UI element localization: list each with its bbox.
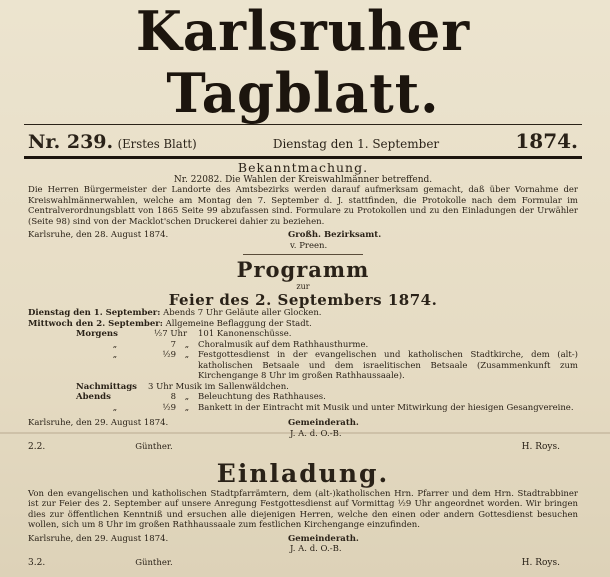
programm-a1-quote: „: [184, 392, 190, 402]
bekanntmachung-signer: v. Preen.: [290, 240, 328, 251]
issue-rule: [24, 156, 582, 159]
programm-abends-label: Abends: [76, 392, 111, 402]
masthead-title: Karlsruher Tagblatt.: [135, 0, 471, 125]
einladung-signer: Günther.: [135, 557, 173, 568]
programm-day1-text: Abends 7 Uhr Geläute aller Glocken.: [163, 308, 322, 318]
einladung-authority: Gemeinderath.: [288, 533, 359, 544]
programm-a2-text: Bankett in der Eintracht mit Musik und unter Mitwirkung der hiesigen Gesangvereine.: [198, 402, 574, 413]
bekanntmachung-subject: Nr. 22082. Die Wahlen der Kreiswahlmänner betreffend.: [173, 174, 433, 185]
bekanntmachung-body: Die Herren Bürgermeister der Landorte des Amtsbezirks werden darauf aufmerksam gemacht, daß über Vornahme der Kreiswahlmännerwahlen, welche am Montag den 7. September d. J. stattfinden, die Protokolle nach dem Formular im Centralverordnungsblatt von 1865 Seite 99 abzufassen sind. Formulare zu Protokollen und zu den Einladungen der Urwähler (Seite 98) sind von der Macklot'schen Druckerei dahier zu beziehen.: [28, 185, 578, 227]
bekanntmachung-place-date: Karlsruhe, den 28. August 1874.: [28, 230, 169, 240]
programm-day2-label: Mittwoch den 2. September:: [28, 318, 163, 329]
programm-m3-quote2: „: [184, 350, 190, 360]
programm-morgens-label: Morgens: [76, 329, 118, 339]
issue-number: Nr. 239.: [28, 131, 114, 153]
programm-line: [28, 308, 578, 319]
programm-a2-time: ½9: [162, 402, 176, 413]
programm-title: Programm: [236, 257, 370, 282]
programm-m2-time: 7: [170, 339, 176, 350]
programm-line: [28, 329, 578, 340]
programm-a2-quote: „: [112, 402, 118, 413]
programm-iav: J. A. d. O.-B.: [290, 428, 342, 439]
einladung-sig-block: [28, 558, 578, 569]
programm-line: [28, 403, 578, 414]
issue-date: Dienstag den 1. September: [272, 137, 440, 151]
einladung-right-name: H. Roys.: [521, 557, 560, 568]
programm-right-name: H. Roys.: [521, 442, 560, 452]
content: [20, 160, 586, 568]
programm-m2-text: Choralmusik auf dem Rathhausthurme.: [198, 339, 369, 350]
programm-signer: Günther.: [135, 442, 173, 452]
programm-m3-time: ½9: [162, 350, 176, 360]
programm-zur: zur: [296, 282, 310, 291]
programm-m1-text: 101 Kanonenschüsse.: [198, 329, 292, 339]
einladung-title: Einladung.: [216, 458, 390, 488]
einladung-iav: J. A. d. O.-B.: [290, 544, 342, 554]
bekanntmachung-sign-row: [28, 230, 578, 241]
programm-line: [28, 350, 578, 382]
programm-line: [28, 319, 578, 330]
programm-sig-block: [28, 442, 578, 453]
einladung-body: Von den evangelischen und katholischen Stadtpfarrämtern, dem (alt-)katholischen Hrn. Pfarrer und dem Hrn. Stadtrabbiner ist zur Feier des 2. September auf unsere Anregung Festgottesdienst auf Vormittag ½9 Uhr angeordnet worden. Wir bringen dies zur öffentlichen Kenntniß und ersuchen alle diejenigen Herren, welche den einen oder andern Gottesdienst besuchen wollen, sich um 8 Uhr im großen Rathhaussaale zum festlichen Kirchengange einzufinden.: [28, 488, 578, 530]
einladung-place-date: Karlsruhe, den 29. August 1874.: [28, 533, 169, 544]
programm-day1-label: Dienstag den 1. September:: [28, 308, 161, 318]
programm-nachmittags-label: Nachmittags: [76, 381, 137, 392]
programm-place-date: Karlsruhe, den 29. August 1874.: [28, 418, 169, 428]
programm-authority: Gemeinderath.: [288, 418, 359, 428]
programm-day2-text: Allgemeine Beflaggung der Stadt.: [165, 318, 312, 329]
issue-number-group: [28, 131, 197, 153]
programm-number: 2.2.: [28, 442, 46, 452]
issue-line: [20, 125, 586, 155]
programm-m1-time: ½7 Uhr: [154, 329, 188, 339]
section-rule: [243, 254, 363, 255]
programm-m3-text: Festgottesdienst in der evangelischen und katholischen Stadtkirche, dem (alt-) katholischen Betsaale und dem israelitischen Betsaale (Zusammenkunft zum Kirchengange 8 Uhr im großen Rathhaussaale).: [198, 350, 578, 381]
programm-line: [28, 392, 578, 403]
programm-line: [28, 340, 578, 351]
bekanntmachung-authority: Großh. Bezirksamt.: [288, 230, 382, 240]
programm-line: [28, 382, 578, 393]
programm-a1-time: 8: [170, 392, 176, 402]
issue-year: 1874.: [515, 129, 578, 153]
paper-fold: [0, 432, 610, 434]
einladung-sign-row: [28, 534, 578, 545]
programm-heading: Feier des 2. Septembers 1874.: [168, 290, 438, 309]
bekanntmachung-title: Bekanntmachung.: [237, 160, 369, 175]
programm-m2-quote: „: [112, 339, 118, 350]
programm-a1-text: Beleuchtung des Rathhauses.: [198, 392, 326, 402]
programm-m3-quote: „: [112, 350, 118, 360]
einladung-number: 3.2.: [28, 557, 46, 568]
programm-sign-row: [28, 418, 578, 429]
programm-n-text: 3 Uhr Musik im Sallenwäldchen.: [148, 381, 289, 392]
programm-m2-quote2: „: [184, 339, 190, 350]
issue-edition: (Erstes Blatt): [117, 137, 197, 151]
programm-a2-quote2: „: [184, 402, 190, 413]
